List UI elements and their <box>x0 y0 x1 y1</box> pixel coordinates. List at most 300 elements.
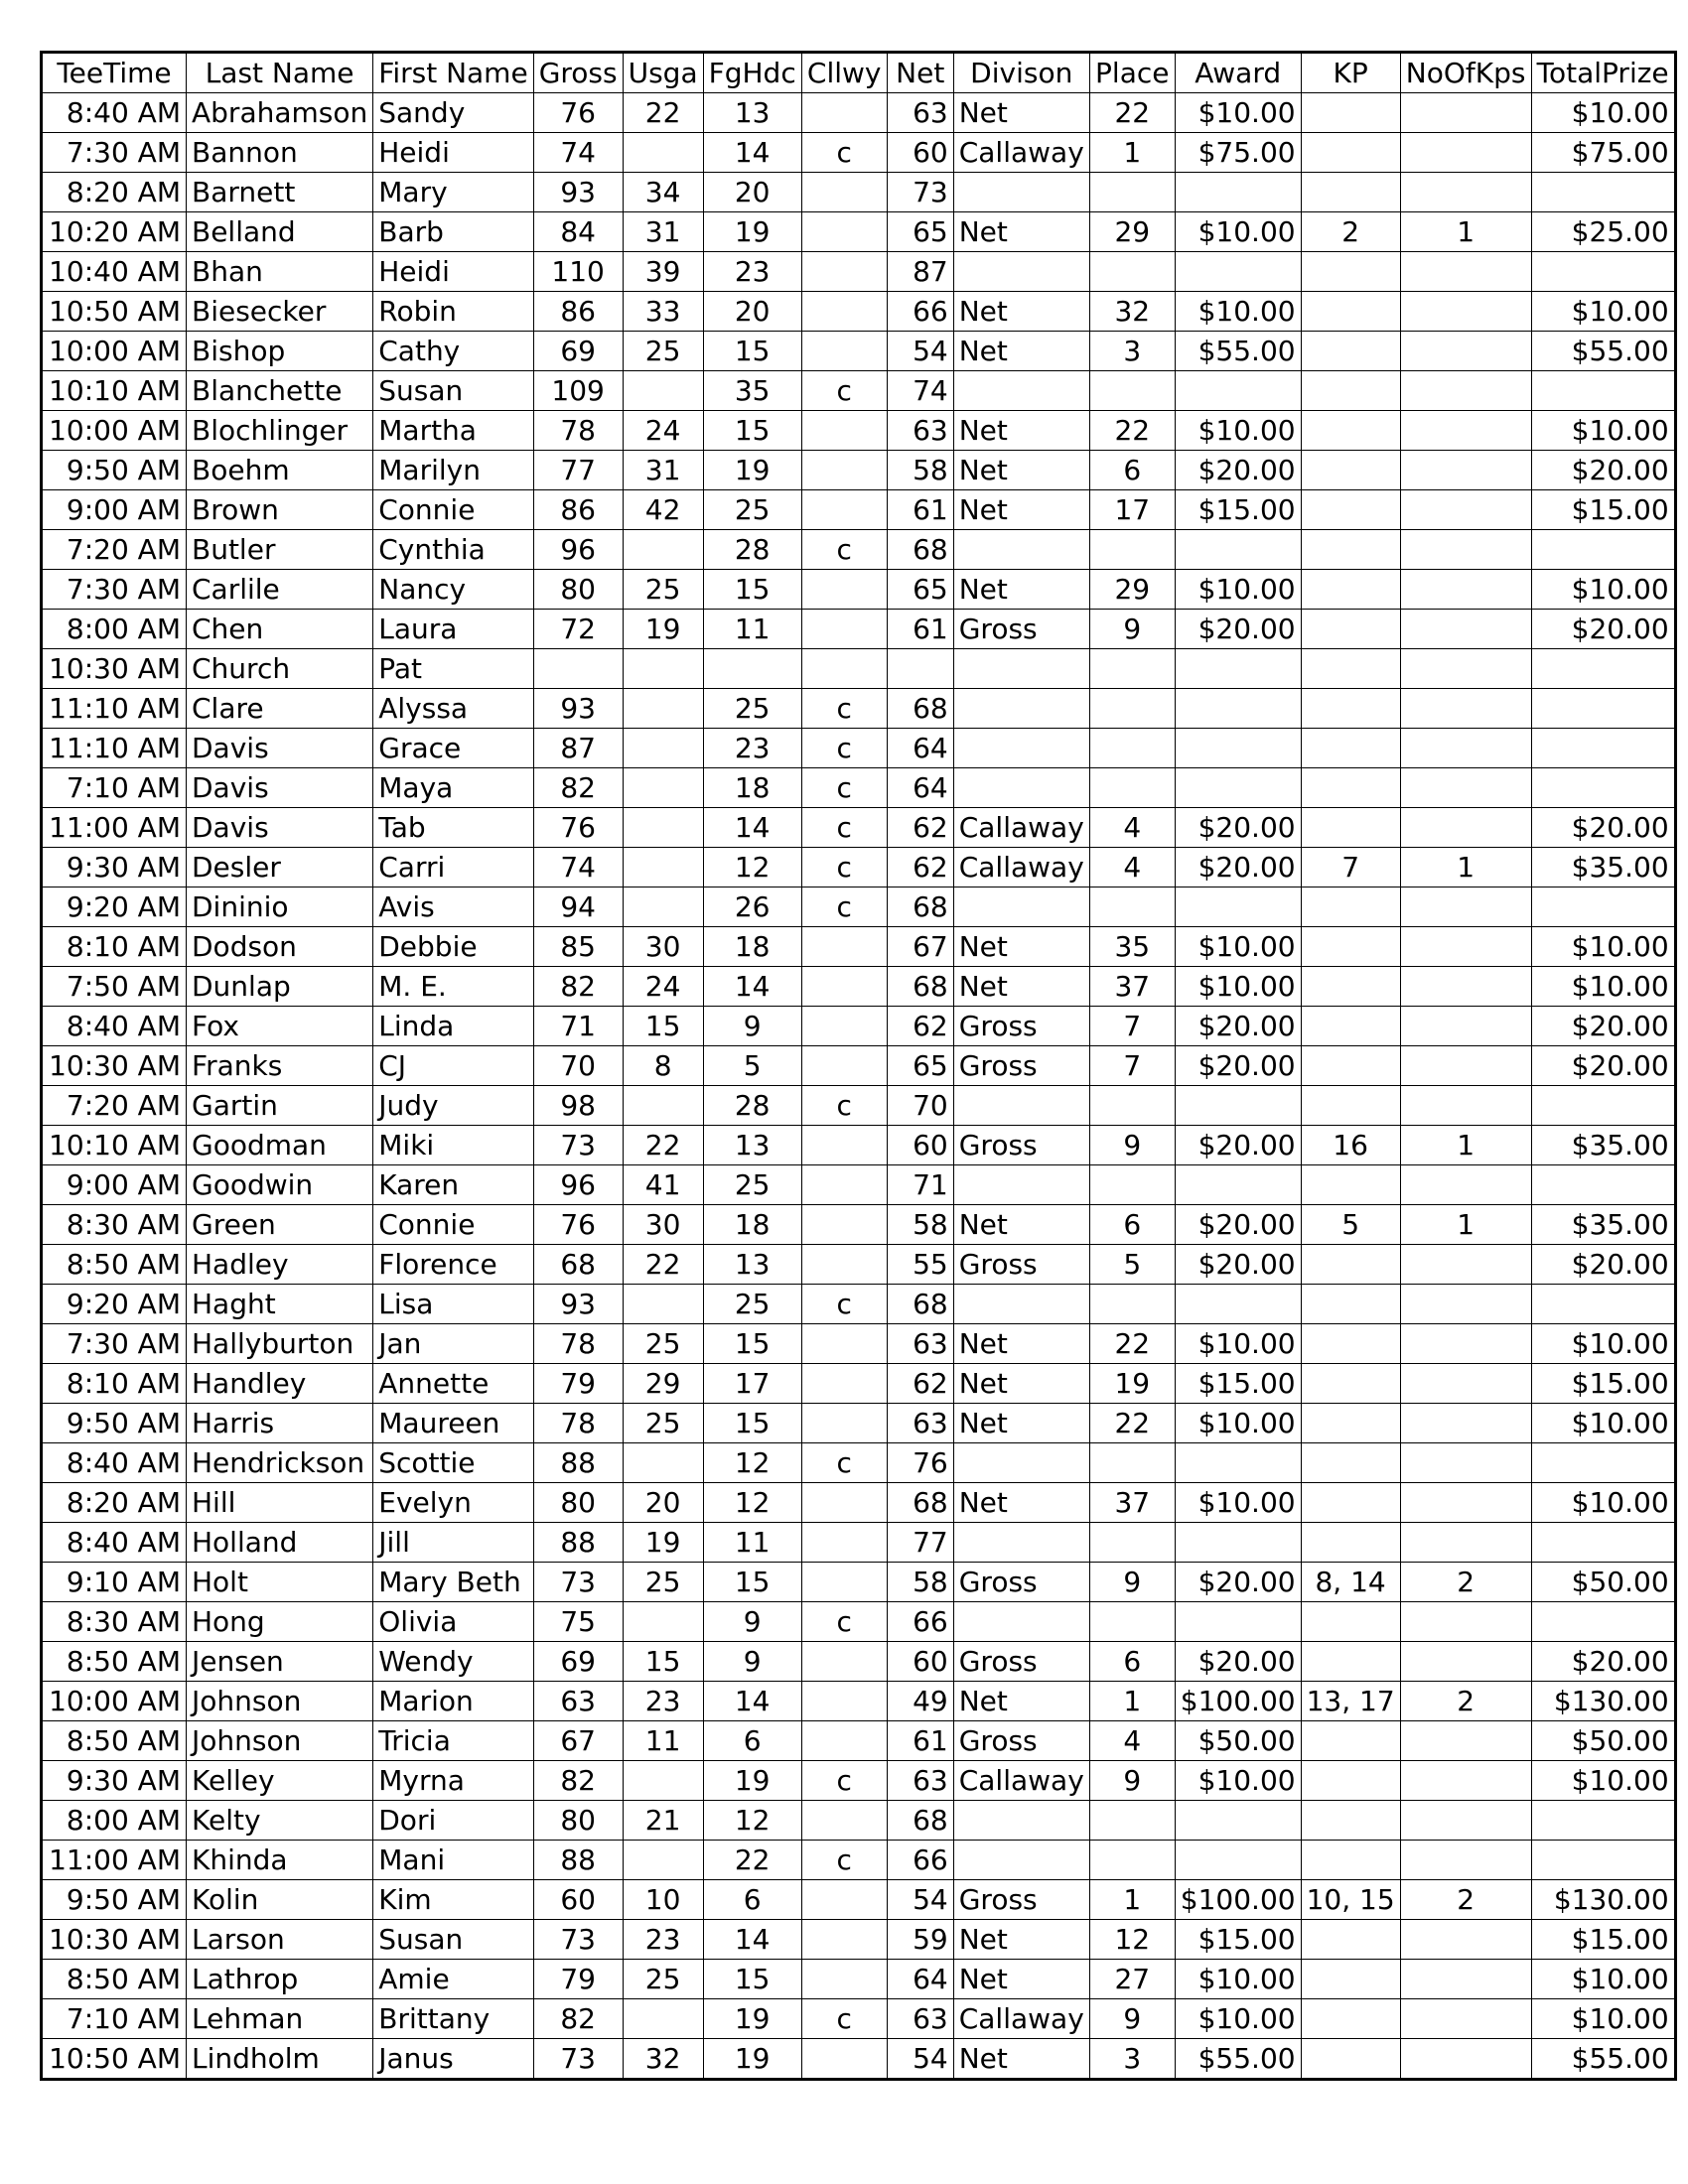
cell-gross: 98 <box>533 1086 623 1126</box>
cell-first-name: Miki <box>373 1126 533 1165</box>
cell-kp <box>1301 887 1400 927</box>
table-row <box>42 1165 1676 1205</box>
cell-no-of-kps <box>1400 729 1531 768</box>
cell-usga: 22 <box>623 1126 703 1165</box>
cell-net: 68 <box>887 689 953 729</box>
cell-cllwy: c <box>801 887 887 927</box>
cell-place: 29 <box>1089 570 1175 610</box>
header-place: Place <box>1089 53 1175 93</box>
cell-kp <box>1301 768 1400 808</box>
cell-place: 22 <box>1089 1404 1175 1443</box>
cell-cllwy <box>801 1880 887 1920</box>
cell-net: 62 <box>887 848 953 887</box>
cell-net: 55 <box>887 1245 953 1285</box>
cell-kp <box>1301 411 1400 451</box>
cell-teetime: 9:50 AM <box>42 451 187 490</box>
cell-net: 68 <box>887 530 953 570</box>
cell-no-of-kps <box>1400 1086 1531 1126</box>
cell-no-of-kps <box>1400 1324 1531 1364</box>
cell-cllwy <box>801 252 887 292</box>
cell-teetime: 10:00 AM <box>42 1682 187 1721</box>
cell-fghdc: 20 <box>703 292 801 332</box>
cell-fghdc: 13 <box>703 93 801 133</box>
cell-award <box>1175 252 1301 292</box>
cell-total-prize: $75.00 <box>1531 133 1675 173</box>
cell-net: 63 <box>887 93 953 133</box>
cell-total-prize: $20.00 <box>1531 1642 1675 1682</box>
cell-no-of-kps <box>1400 967 1531 1007</box>
cell-fghdc: 14 <box>703 133 801 173</box>
cell-net: 61 <box>887 610 953 649</box>
cell-award: $10.00 <box>1175 1483 1301 1523</box>
table-row <box>42 93 1676 133</box>
cell-kp <box>1301 1165 1400 1205</box>
cell-award: $10.00 <box>1175 1960 1301 1999</box>
cell-teetime: 9:50 AM <box>42 1404 187 1443</box>
cell-total-prize: $55.00 <box>1531 2039 1675 2080</box>
table-row <box>42 927 1676 967</box>
cell-no-of-kps <box>1400 1841 1531 1880</box>
header-fghdc: FgHdc <box>703 53 801 93</box>
cell-place: 3 <box>1089 332 1175 371</box>
cell-kp <box>1301 1086 1400 1126</box>
cell-total-prize <box>1531 252 1675 292</box>
cell-first-name: Mary <box>373 173 533 212</box>
cell-fghdc: 18 <box>703 927 801 967</box>
cell-teetime: 8:30 AM <box>42 1205 187 1245</box>
cell-division: Net <box>953 1920 1089 1960</box>
cell-place: 37 <box>1089 1483 1175 1523</box>
cell-first-name: Martha <box>373 411 533 451</box>
cell-kp <box>1301 729 1400 768</box>
cell-division: Gross <box>953 1642 1089 1682</box>
cell-gross: 76 <box>533 93 623 133</box>
cell-first-name: Tricia <box>373 1721 533 1761</box>
table-row <box>42 610 1676 649</box>
cell-division <box>953 729 1089 768</box>
cell-last-name: Butler <box>187 530 373 570</box>
cell-last-name: Hallyburton <box>187 1324 373 1364</box>
table-row <box>42 1324 1676 1364</box>
cell-place <box>1089 1086 1175 1126</box>
cell-usga: 19 <box>623 1523 703 1563</box>
table-row <box>42 649 1676 689</box>
cell-first-name: Barb <box>373 212 533 252</box>
cell-last-name: Dunlap <box>187 967 373 1007</box>
cell-award <box>1175 530 1301 570</box>
cell-teetime: 10:30 AM <box>42 1920 187 1960</box>
cell-award <box>1175 1443 1301 1483</box>
cell-fghdc: 15 <box>703 332 801 371</box>
cell-cllwy: c <box>801 1602 887 1642</box>
cell-cllwy <box>801 292 887 332</box>
cell-last-name: Haght <box>187 1285 373 1324</box>
cell-net: 49 <box>887 1682 953 1721</box>
cell-first-name: Pat <box>373 649 533 689</box>
cell-no-of-kps <box>1400 1960 1531 1999</box>
cell-total-prize: $50.00 <box>1531 1721 1675 1761</box>
cell-teetime: 8:50 AM <box>42 1721 187 1761</box>
cell-teetime: 8:40 AM <box>42 1007 187 1046</box>
cell-fghdc: 18 <box>703 1205 801 1245</box>
cell-net: 64 <box>887 1960 953 1999</box>
cell-first-name: Mani <box>373 1841 533 1880</box>
cell-last-name: Goodwin <box>187 1165 373 1205</box>
cell-last-name: Blochlinger <box>187 411 373 451</box>
cell-first-name: Kim <box>373 1880 533 1920</box>
cell-division <box>953 1086 1089 1126</box>
cell-place <box>1089 252 1175 292</box>
cell-no-of-kps <box>1400 570 1531 610</box>
cell-net: 63 <box>887 1404 953 1443</box>
cell-total-prize <box>1531 1841 1675 1880</box>
cell-total-prize: $35.00 <box>1531 1205 1675 1245</box>
cell-kp: 10, 15 <box>1301 1880 1400 1920</box>
cell-fghdc: 14 <box>703 1920 801 1960</box>
table-row <box>42 1682 1676 1721</box>
cell-teetime: 10:20 AM <box>42 212 187 252</box>
cell-award: $20.00 <box>1175 808 1301 848</box>
cell-division: Callaway <box>953 133 1089 173</box>
cell-last-name: Barnett <box>187 173 373 212</box>
cell-kp <box>1301 1324 1400 1364</box>
cell-cllwy <box>801 93 887 133</box>
cell-fghdc: 15 <box>703 570 801 610</box>
cell-cllwy <box>801 411 887 451</box>
cell-gross: 68 <box>533 1245 623 1285</box>
cell-first-name: Susan <box>373 1920 533 1960</box>
cell-no-of-kps <box>1400 649 1531 689</box>
cell-gross: 93 <box>533 689 623 729</box>
cell-kp: 7 <box>1301 848 1400 887</box>
cell-first-name: Florence <box>373 1245 533 1285</box>
cell-first-name: Alyssa <box>373 689 533 729</box>
cell-gross: 79 <box>533 1364 623 1404</box>
cell-award: $20.00 <box>1175 1007 1301 1046</box>
cell-usga <box>623 1761 703 1801</box>
cell-first-name: Cathy <box>373 332 533 371</box>
cell-last-name: Bishop <box>187 332 373 371</box>
cell-division: Net <box>953 490 1089 530</box>
cell-place: 1 <box>1089 1880 1175 1920</box>
table-row <box>42 1126 1676 1165</box>
cell-gross: 74 <box>533 133 623 173</box>
cell-kp <box>1301 1007 1400 1046</box>
cell-fghdc: 15 <box>703 1563 801 1602</box>
cell-total-prize <box>1531 729 1675 768</box>
cell-place <box>1089 173 1175 212</box>
cell-last-name: Dininio <box>187 887 373 927</box>
table-row <box>42 1761 1676 1801</box>
cell-total-prize: $10.00 <box>1531 1324 1675 1364</box>
cell-place: 5 <box>1089 1245 1175 1285</box>
cell-first-name: Brittany <box>373 1999 533 2039</box>
cell-last-name: Goodman <box>187 1126 373 1165</box>
table-row <box>42 2039 1676 2080</box>
cell-division: Callaway <box>953 1761 1089 1801</box>
cell-total-prize: $20.00 <box>1531 1007 1675 1046</box>
cell-usga <box>623 1285 703 1324</box>
cell-fghdc: 20 <box>703 173 801 212</box>
cell-last-name: Hendrickson <box>187 1443 373 1483</box>
cell-cllwy <box>801 1960 887 1999</box>
cell-kp <box>1301 1483 1400 1523</box>
cell-no-of-kps: 2 <box>1400 1563 1531 1602</box>
cell-gross: 63 <box>533 1682 623 1721</box>
cell-net: 62 <box>887 1007 953 1046</box>
cell-gross: 88 <box>533 1523 623 1563</box>
cell-kp <box>1301 1999 1400 2039</box>
cell-net: 68 <box>887 1483 953 1523</box>
cell-usga: 32 <box>623 2039 703 2080</box>
cell-last-name: Kelty <box>187 1801 373 1841</box>
header-first-name: First Name <box>373 53 533 93</box>
cell-award: $75.00 <box>1175 133 1301 173</box>
cell-kp <box>1301 490 1400 530</box>
cell-no-of-kps: 2 <box>1400 1880 1531 1920</box>
cell-first-name: Susan <box>373 371 533 411</box>
header-teetime: TeeTime <box>42 53 187 93</box>
cell-fghdc: 11 <box>703 1523 801 1563</box>
cell-last-name: Biesecker <box>187 292 373 332</box>
cell-gross: 77 <box>533 451 623 490</box>
cell-usga: 21 <box>623 1801 703 1841</box>
cell-net: 64 <box>887 768 953 808</box>
cell-net: 65 <box>887 570 953 610</box>
cell-cllwy: c <box>801 1285 887 1324</box>
cell-gross: 86 <box>533 292 623 332</box>
cell-kp <box>1301 927 1400 967</box>
cell-fghdc: 13 <box>703 1245 801 1285</box>
cell-fghdc: 5 <box>703 1046 801 1086</box>
cell-kp <box>1301 967 1400 1007</box>
cell-division: Net <box>953 1364 1089 1404</box>
table-row <box>42 1443 1676 1483</box>
cell-kp: 5 <box>1301 1205 1400 1245</box>
cell-kp <box>1301 1761 1400 1801</box>
cell-usga <box>623 808 703 848</box>
cell-first-name: Connie <box>373 1205 533 1245</box>
cell-place: 12 <box>1089 1920 1175 1960</box>
cell-usga: 19 <box>623 610 703 649</box>
cell-first-name: Jan <box>373 1324 533 1364</box>
header-total-prize: TotalPrize <box>1531 53 1675 93</box>
cell-no-of-kps <box>1400 927 1531 967</box>
cell-kp <box>1301 133 1400 173</box>
cell-no-of-kps <box>1400 1999 1531 2039</box>
cell-fghdc: 25 <box>703 1165 801 1205</box>
cell-teetime: 9:20 AM <box>42 887 187 927</box>
cell-gross: 73 <box>533 2039 623 2080</box>
cell-division <box>953 1165 1089 1205</box>
cell-net: 58 <box>887 1563 953 1602</box>
cell-award <box>1175 173 1301 212</box>
table-row <box>42 1642 1676 1682</box>
cell-usga: 15 <box>623 1642 703 1682</box>
table-row <box>42 451 1676 490</box>
cell-last-name: Lehman <box>187 1999 373 2039</box>
cell-last-name: Fox <box>187 1007 373 1046</box>
cell-total-prize <box>1531 1523 1675 1563</box>
cell-gross: 109 <box>533 371 623 411</box>
cell-no-of-kps <box>1400 93 1531 133</box>
cell-place: 4 <box>1089 848 1175 887</box>
cell-first-name: Laura <box>373 610 533 649</box>
cell-kp <box>1301 1245 1400 1285</box>
cell-fghdc: 15 <box>703 1960 801 1999</box>
cell-gross: 78 <box>533 411 623 451</box>
cell-division: Net <box>953 1324 1089 1364</box>
cell-teetime: 10:00 AM <box>42 332 187 371</box>
cell-usga: 29 <box>623 1364 703 1404</box>
cell-total-prize: $10.00 <box>1531 967 1675 1007</box>
cell-gross: 85 <box>533 927 623 967</box>
cell-total-prize: $50.00 <box>1531 1563 1675 1602</box>
cell-place <box>1089 1443 1175 1483</box>
cell-cllwy <box>801 927 887 967</box>
cell-last-name: Blanchette <box>187 371 373 411</box>
cell-teetime: 10:50 AM <box>42 2039 187 2080</box>
cell-fghdc: 14 <box>703 808 801 848</box>
cell-gross: 93 <box>533 173 623 212</box>
cell-no-of-kps <box>1400 610 1531 649</box>
cell-fghdc: 12 <box>703 1801 801 1841</box>
cell-kp <box>1301 649 1400 689</box>
cell-gross: 78 <box>533 1324 623 1364</box>
cell-fghdc: 28 <box>703 530 801 570</box>
cell-cllwy <box>801 1007 887 1046</box>
table-row <box>42 1721 1676 1761</box>
cell-kp <box>1301 1801 1400 1841</box>
cell-usga: 31 <box>623 451 703 490</box>
cell-usga: 33 <box>623 292 703 332</box>
cell-place: 29 <box>1089 212 1175 252</box>
cell-fghdc: 6 <box>703 1880 801 1920</box>
cell-usga: 24 <box>623 411 703 451</box>
cell-first-name: Olivia <box>373 1602 533 1642</box>
cell-last-name: Jensen <box>187 1642 373 1682</box>
cell-place <box>1089 1602 1175 1642</box>
cell-last-name: Bannon <box>187 133 373 173</box>
table-row <box>42 887 1676 927</box>
header-gross: Gross <box>533 53 623 93</box>
cell-gross: 110 <box>533 252 623 292</box>
cell-fghdc: 35 <box>703 371 801 411</box>
cell-gross: 74 <box>533 848 623 887</box>
cell-place <box>1089 1285 1175 1324</box>
cell-usga: 22 <box>623 1245 703 1285</box>
cell-division: Gross <box>953 1563 1089 1602</box>
cell-cllwy <box>801 1920 887 1960</box>
cell-award: $20.00 <box>1175 451 1301 490</box>
cell-division: Gross <box>953 1126 1089 1165</box>
cell-total-prize <box>1531 649 1675 689</box>
cell-fghdc: 19 <box>703 212 801 252</box>
table-row <box>42 411 1676 451</box>
cell-no-of-kps <box>1400 768 1531 808</box>
cell-place: 32 <box>1089 292 1175 332</box>
cell-cllwy <box>801 1165 887 1205</box>
cell-cllwy: c <box>801 1443 887 1483</box>
cell-award <box>1175 887 1301 927</box>
cell-division <box>953 1523 1089 1563</box>
table-row <box>42 1920 1676 1960</box>
cell-place <box>1089 1841 1175 1880</box>
cell-usga <box>623 649 703 689</box>
cell-kp <box>1301 1523 1400 1563</box>
cell-division: Net <box>953 1404 1089 1443</box>
cell-place: 35 <box>1089 927 1175 967</box>
cell-first-name: Debbie <box>373 927 533 967</box>
cell-no-of-kps: 1 <box>1400 1126 1531 1165</box>
table-row <box>42 1245 1676 1285</box>
cell-cllwy <box>801 1483 887 1523</box>
cell-no-of-kps <box>1400 411 1531 451</box>
cell-fghdc: 28 <box>703 1086 801 1126</box>
cell-place: 6 <box>1089 451 1175 490</box>
cell-award: $20.00 <box>1175 848 1301 887</box>
cell-cllwy: c <box>801 729 887 768</box>
cell-kp <box>1301 1602 1400 1642</box>
cell-no-of-kps: 1 <box>1400 848 1531 887</box>
cell-no-of-kps <box>1400 451 1531 490</box>
cell-award: $20.00 <box>1175 1205 1301 1245</box>
cell-no-of-kps <box>1400 490 1531 530</box>
cell-kp <box>1301 1046 1400 1086</box>
cell-gross: 73 <box>533 1563 623 1602</box>
cell-kp <box>1301 1960 1400 1999</box>
cell-kp: 13, 17 <box>1301 1682 1400 1721</box>
cell-last-name: Belland <box>187 212 373 252</box>
cell-last-name: Khinda <box>187 1841 373 1880</box>
cell-cllwy: c <box>801 1841 887 1880</box>
cell-award: $20.00 <box>1175 1245 1301 1285</box>
cell-net: 67 <box>887 927 953 967</box>
cell-cllwy: c <box>801 768 887 808</box>
cell-no-of-kps <box>1400 133 1531 173</box>
cell-award: $20.00 <box>1175 1563 1301 1602</box>
cell-last-name: Green <box>187 1205 373 1245</box>
cell-usga: 23 <box>623 1682 703 1721</box>
cell-gross: 84 <box>533 212 623 252</box>
cell-first-name: Maya <box>373 768 533 808</box>
header-award: Award <box>1175 53 1301 93</box>
cell-gross: 79 <box>533 1960 623 1999</box>
cell-usga: 22 <box>623 93 703 133</box>
cell-award <box>1175 1523 1301 1563</box>
cell-first-name: Annette <box>373 1364 533 1404</box>
cell-place: 9 <box>1089 1761 1175 1801</box>
cell-division: Net <box>953 212 1089 252</box>
cell-teetime: 9:30 AM <box>42 1761 187 1801</box>
cell-last-name: Davis <box>187 808 373 848</box>
table-row <box>42 490 1676 530</box>
cell-total-prize: $15.00 <box>1531 1920 1675 1960</box>
cell-division: Net <box>953 451 1089 490</box>
cell-cllwy <box>801 1046 887 1086</box>
table-row <box>42 530 1676 570</box>
cell-teetime: 9:10 AM <box>42 1563 187 1602</box>
table-row <box>42 729 1676 768</box>
cell-division: Net <box>953 967 1089 1007</box>
cell-fghdc: 14 <box>703 967 801 1007</box>
cell-award: $10.00 <box>1175 1761 1301 1801</box>
cell-no-of-kps <box>1400 1483 1531 1523</box>
cell-last-name: Brown <box>187 490 373 530</box>
cell-teetime: 10:10 AM <box>42 1126 187 1165</box>
table-row <box>42 808 1676 848</box>
cell-usga: 20 <box>623 1483 703 1523</box>
